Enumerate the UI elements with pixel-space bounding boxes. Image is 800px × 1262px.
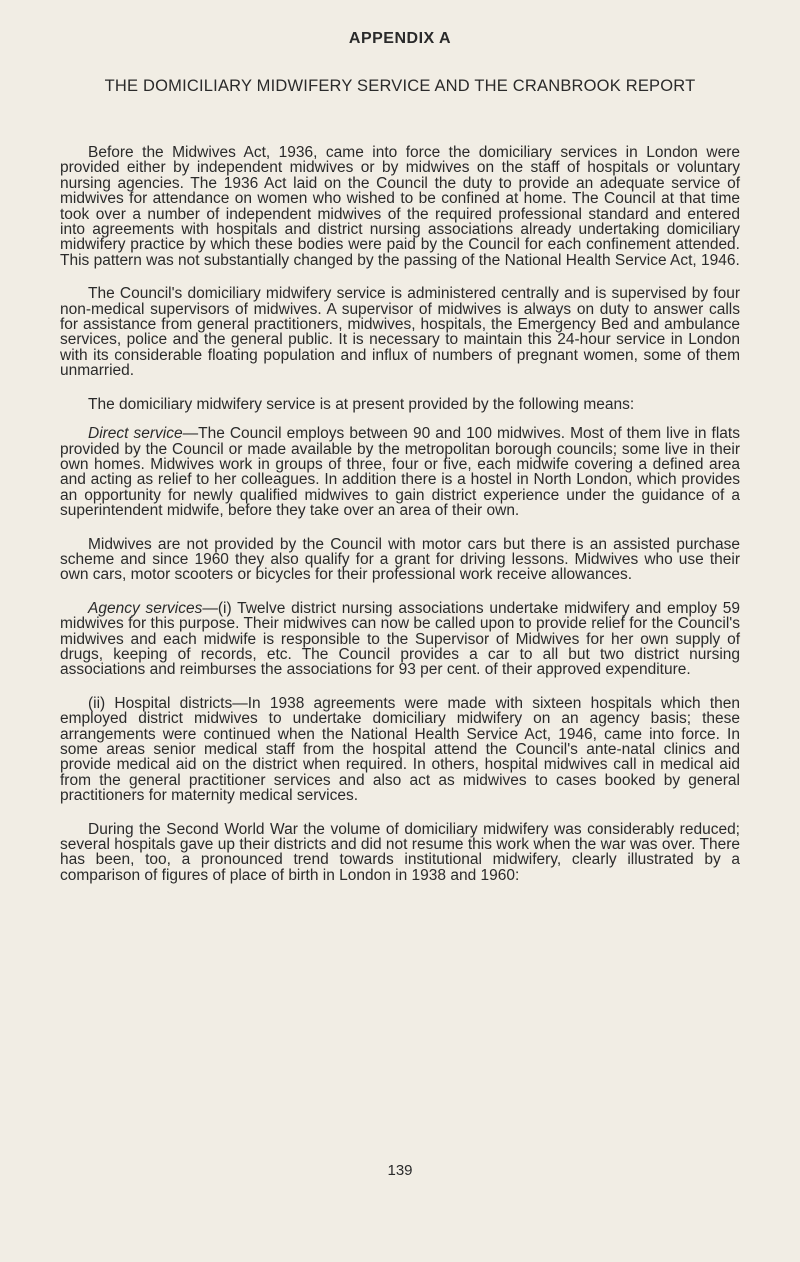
agency-services-text: —(i) Twelve district nursing associations undertake midwifery and employ 59 midwives for this purpose. Their midwives can now be called upon to provide relief for the Council's midwives and each midwife is responsible to the Supervisor of Midwives for her own supply of drugs, keeping of records, etc. The Council provides a car to all but two district nursing associations and reimburses the associations for 93 per cent. of their approved expenditure.: [60, 599, 741, 679]
paragraph-direct-service: [60, 426, 740, 518]
direct-service-text: —The Council employs between 90 and 100 midwives. Most of them live in flats provided by the Council or made available by the metropolitan borough councils; some live in their own homes. Midwives work in groups of three, four or five, each midwife covering a defined area and acting as relief to her colleagues. In addition there is a hostel in North London, which provides an opportunity for newly qualified midwives to gain district experience under the guidance of a superintendent midwife, before they take over an area of their own.: [60, 425, 740, 520]
body-text: [60, 145, 740, 901]
paragraph-3: The domiciliary midwifery service is at present provided by the following means:: [88, 395, 635, 413]
paragraph-1: Before the Midwives Act, 1936, came into force the domiciliary services in London were provided either by independent midwives or by midwives on the staff of hospitals or voluntary nursing agencies. The 1936 Act laid on the Council the duty to provide an adequate service of midwives for attendance on women who wished to be confined at home. The Council at that time took over a number of independent midwives of the required professional standard and entered into agreements with hospitals and district nursing associations already undertaking domiciliary midwifery practice by which these bodies were paid by the Council for each confinement attended. This pattern was not substantially changed by the passing of the National Health Service Act, 1946.: [60, 144, 740, 269]
paragraph-hospital-districts: (ii) Hospital districts—In 1938 agreements were made with sixteen hospitals which then employed district midwives to undertake domiciliary midwifery on an agency basis; these arrangements were continued when the National Health Service Act, 1946, came into force. In some areas senior medical staff from the hospital attend the Council's ante-natal clinics and provide medical aid on the district when required. In others, hospital midwives call in medical aid from the general practitioner services and also act as midwives to cases booked by general practitioners for maternity medical services.: [60, 694, 740, 805]
agency-services-lead: Agency services: [88, 599, 203, 617]
paragraph-second-world-war: During the Second World War the volume of domiciliary midwifery was considerably reduced; several hospitals gave up their districts and did not resume this work when the war was over. There has been, too, a pronounced trend towards institutional midwifery, clearly illustrated by a comparison of figures of place of birth in London in 1938 and 1960:: [60, 820, 740, 884]
page-number: 139: [387, 1162, 413, 1179]
page-title: THE DOMICILIARY MIDWIFERY SERVICE AND THE CRANBROOK REPORT: [104, 77, 696, 95]
document-page: [60, 0, 740, 1262]
paragraph-motor-cars: Midwives are not provided by the Council with motor cars but there is an assisted purchase scheme and since 1960 they also qualify for a grant for driving lessons. Midwives who use their own cars, motor scooters or bicycles for their professional work receive allowances.: [60, 535, 740, 584]
paragraph-2: The Council's domiciliary midwifery service is administered centrally and is supervised by four non-medical supervisors of midwives. A supervisor of midwives is always on duty to answer calls for assistance from general practitioners, midwives, hospitals, the Emergency Bed and ambulance services, police and the general public. It is necessary to maintain this 24-hour service in London with its considerable floating population and influx of numbers of pregnant women, some of them unmarried.: [60, 285, 740, 380]
paragraph-agency-services: [60, 601, 740, 678]
appendix-heading: APPENDIX A: [348, 30, 452, 47]
direct-service-lead: Direct service: [88, 425, 183, 443]
